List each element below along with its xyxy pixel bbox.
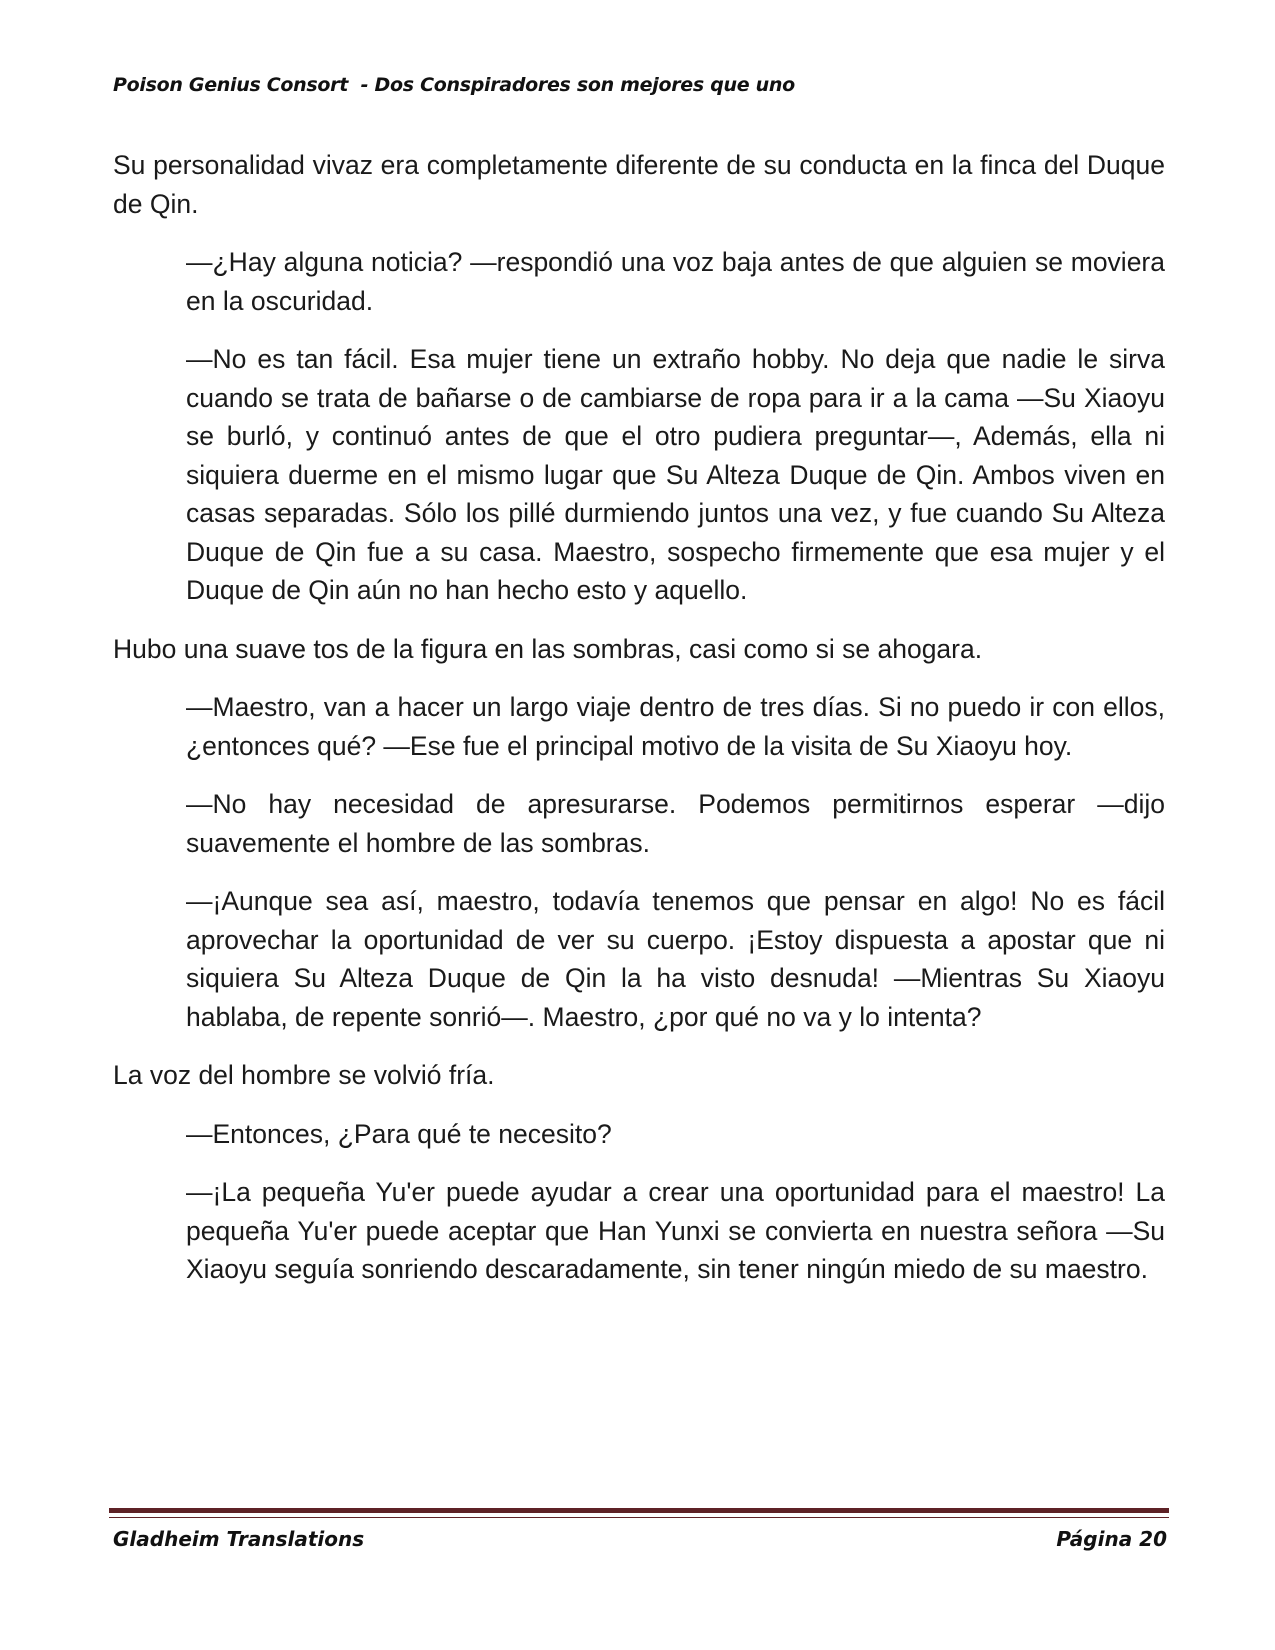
paragraph: Hubo una suave tos de la figura en las sombras, casi como si se ahogara. <box>113 633 983 664</box>
dialogue-paragraph: —Maestro, van a hacer un largo viaje dentro de tres días. Si no puedo ir con ellos, ¿entonces qué? —Ese fue el principal motivo de la visita de Su Xiaoyu hoy. <box>186 692 1165 761</box>
dialogue-paragraph: —¡La pequeña Yu'er puede ayudar a crear una oportunidad para el maestro! La pequeña Yu'er puede aceptar que Han Yunxi se convierta en nuestra señora —Su Xiaoyu seguía sonriendo descaradamente, sin tener ningún miedo de su maestro. <box>186 1177 1165 1284</box>
dialogue-paragraph: —No hay necesidad de apresurarse. Podemos permitirnos esperar —dijo suavemente el hombre de las sombras. <box>186 789 1165 858</box>
paragraph: Su personalidad vivaz era completamente diferente de su conducta en la finca del Duque de Qin. <box>113 150 1165 219</box>
footer-page-number: Página 20 <box>1056 1527 1167 1551</box>
body-text <box>113 146 1165 1309</box>
footer-rule <box>109 1508 1169 1513</box>
dialogue-paragraph: —¿Hay alguna noticia? —respondió una voz baja antes de que alguien se moviera en la oscuridad. <box>186 247 1165 316</box>
dialogue-paragraph: —Entonces, ¿Para qué te necesito? <box>186 1118 612 1149</box>
dialogue-paragraph: —No es tan fácil. Esa mujer tiene un extraño hobby. No deja que nadie le sirva cuando se trata de bañarse o de cambiarse de ropa para ir a la cama —Su Xiaoyu se burló, y continuó antes de que el otro pudiera preguntar—, Además, ella ni siquiera duerme en el mismo lugar que Su Alteza Duque de Qin. Ambos viven en casas separadas. Sólo los pillé durmiendo juntos una vez, y fue cuando Su Alteza Duque de Qin fue a su casa. Maestro, sospecho firmemente que esa mujer y el Duque de Qin aún no han hecho esto y aquello. <box>186 344 1165 605</box>
dialogue-paragraph: —¡Aunque sea así, maestro, todavía tenemos que pensar en algo! No es fácil aprovechar la oportunidad de ver su cuerpo. ¡Estoy dispuesta a apostar que ni siquiera Su Alteza Duque de Qin la ha visto desnuda! —Mientras Su Xiaoyu hablaba, de repente sonrió—. Maestro, ¿por qué no va y lo intenta? <box>186 886 1165 1032</box>
footer-rule-thin <box>109 1517 1169 1518</box>
running-header: Poison Genius Consort - Dos Conspiradores son mejores que uno <box>113 74 795 96</box>
footer-publisher: Gladheim Translations <box>113 1527 365 1551</box>
paragraph: La voz del hombre se volvió fría. <box>113 1060 495 1090</box>
